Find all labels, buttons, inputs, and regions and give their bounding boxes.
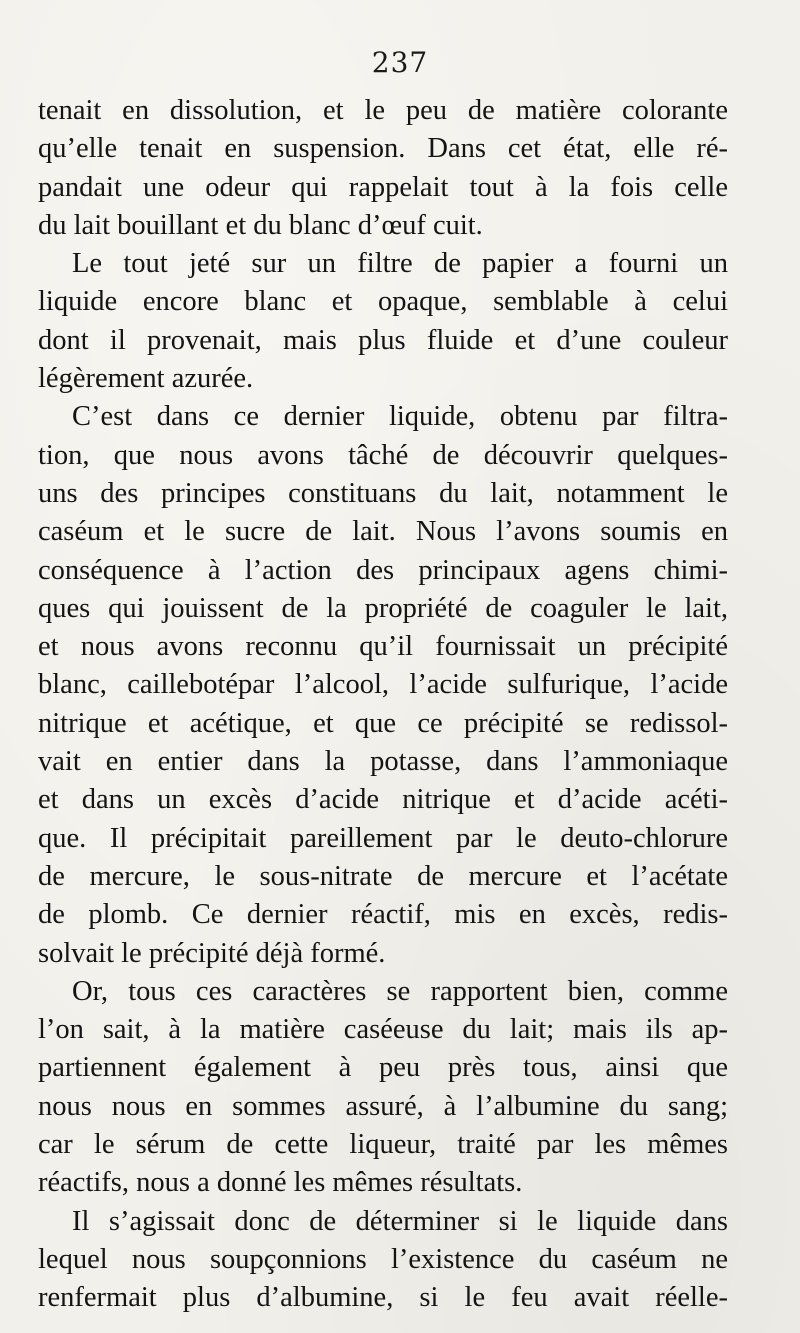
text-line: C’est dans ce dernier liquide, obtenu par filtra- <box>72 401 728 433</box>
text-line: légèrement azurée. <box>38 363 254 395</box>
text-line: réactifs, nous a donné les mêmes résultats. <box>38 1167 523 1199</box>
text-line: de mercure, le sous-nitrate de mercure et l’acétate <box>38 860 728 892</box>
text-line: Or, tous ces caractères se rapportent bien, comme <box>72 975 728 1007</box>
text-line: solvait le précipité déjà formé. <box>38 937 386 969</box>
text-line: liquide encore blanc et opaque, semblable à celui <box>38 286 728 318</box>
paragraph-1 <box>38 92 728 245</box>
text-line: de plomb. Ce dernier réactif, mis en excès, redis- <box>38 899 728 931</box>
text-line: renfermait plus d’albumine, si le feu avait réelle- <box>38 1282 728 1314</box>
text-line: pandait une odeur qui rappelait tout à la fois celle <box>38 171 728 203</box>
text-line: l’on sait, à la matière caséeuse du lait; mais ils ap- <box>38 1014 728 1046</box>
text-line: Le tout jeté sur un filtre de papier a fourni un <box>72 248 728 280</box>
text-line: blanc, caillebotépar l’alcool, l’acide sulfurique, l’acide <box>38 669 728 701</box>
text-line: dont il provenait, mais plus fluide et d’une couleur <box>38 324 728 356</box>
paragraph-5 <box>38 1203 728 1318</box>
text-line: caséum et le sucre de lait. Nous l’avons soumis en <box>38 516 728 548</box>
text-line: nous nous en sommes assuré, à l’albumine du sang; <box>38 1090 728 1122</box>
text-line: et nous avons reconnu qu’il fournissait un précipité <box>38 631 728 663</box>
text-line: qu’elle tenait en suspension. Dans cet état, elle ré- <box>38 133 728 165</box>
text-line: tenait en dissolution, et le peu de matière colorante <box>38 95 728 126</box>
page-number: 237 <box>371 46 429 79</box>
text-line: du lait bouillant et du blanc d’œuf cuit. <box>38 209 483 241</box>
text-line: uns des principes constituans du lait, notamment le <box>38 477 728 509</box>
text-line: tion, que nous avons tâché de découvrir quelques- <box>38 439 728 471</box>
text-line: et dans un excès d’acide nitrique et d’acide acéti- <box>38 784 728 816</box>
paragraph-3 <box>38 398 728 972</box>
text-line: nitrique et acétique, et que ce précipité se redissol- <box>38 707 728 739</box>
text-line: vait en entier dans la potasse, dans l’ammoniaque <box>38 746 728 778</box>
text-line: partiennent également à peu près tous, ainsi que <box>38 1052 728 1084</box>
text-line: car le sérum de cette liqueur, traité par les mêmes <box>38 1129 728 1161</box>
text-line: ques qui jouissent de la propriété de coaguler le lait, <box>38 592 728 624</box>
body-text <box>38 92 728 1318</box>
text-line: que. Il précipitait pareillement par le deuto-chlorure <box>38 822 728 854</box>
paragraph-4 <box>38 973 728 1203</box>
text-line: Il s’agissait donc de déterminer si le liquide dans <box>72 1205 728 1237</box>
paragraph-2 <box>38 245 728 398</box>
text-line: conséquence à l’action des principaux agens chimi- <box>38 554 728 586</box>
text-line: lequel nous soupçonnions l’existence du caséum ne <box>38 1243 728 1275</box>
